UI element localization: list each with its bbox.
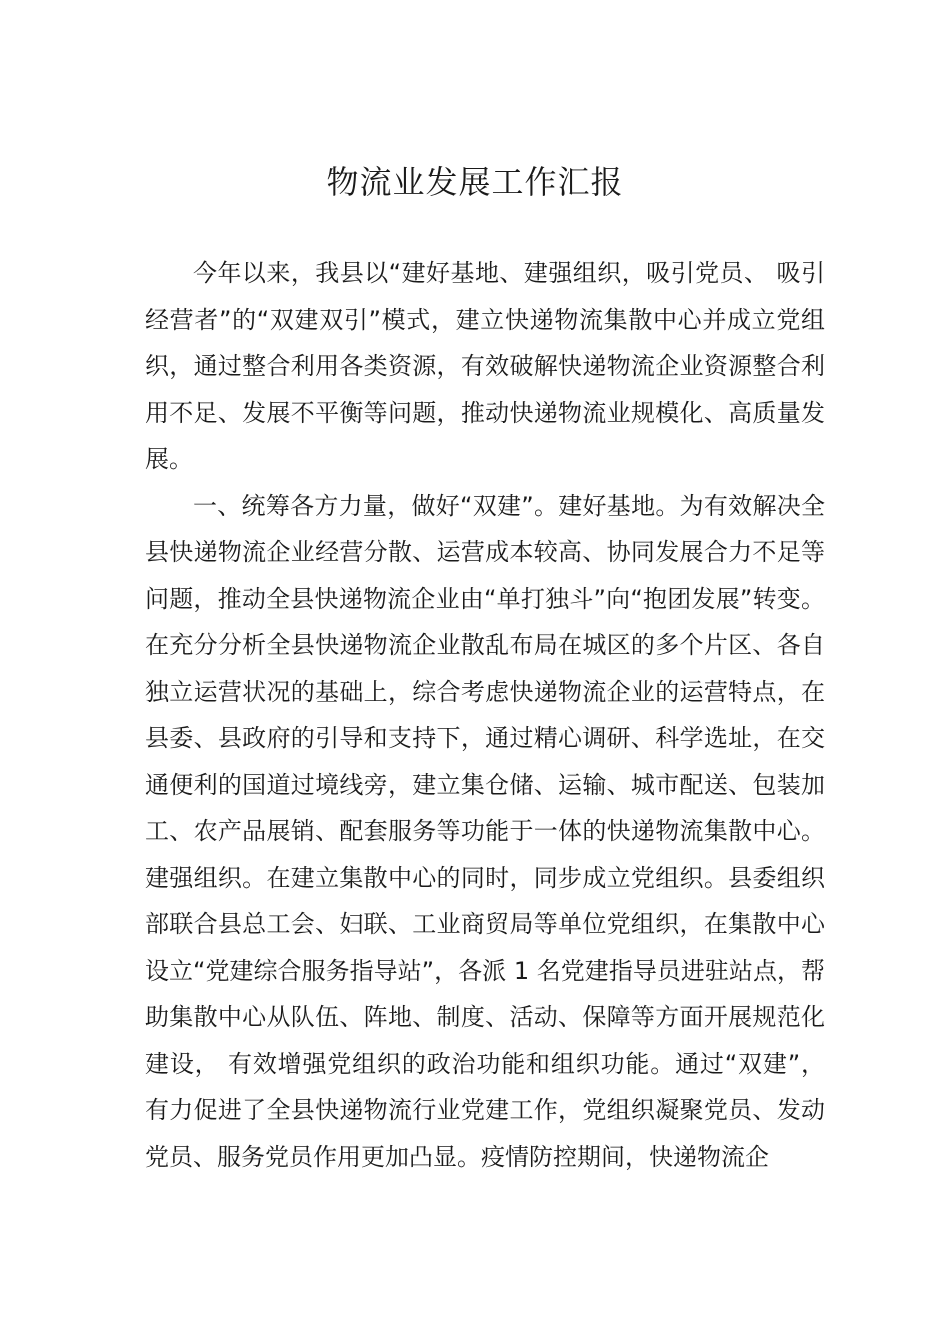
document-title: 物流业发展工作汇报 [326, 163, 624, 201]
document-body [145, 250, 825, 1180]
paragraph-intro: 今年以来，我县以“建好基地、建强组织，吸引党员、 吸引经营者”的“双建双引”模式，建立快递物流集散中心并成立党组织，通过整合利用各类资源，有效破解快递物流企业资源整合利用不足、发展不平衡等问题，推动快递物流业规模化、高质量发展。 [145, 259, 825, 473]
paragraph-section-one: 一、统筹各方力量，做好“双建”。建好基地。为有效解决全县快递物流企业经营分散、运营成本较高、协同发展合力不足等问题，推动全县快递物流企业由“单打独斗”向“抱团发展”转变。在充分分析全县快递物流企业散乱布局在城区的多个片区、各自独立运营状况的基础上，综合考虑快递物流企业的运营特点，在县委、县政府的引导和支持下，通过精心调研、科学选址，在交通便利的国道过境线旁，建立集仓储、运输、城市配送、包装加工、农产品展销、配套服务等功能于一体的快递物流集散中心。建强组织。在建立集散中心的同时，同步成立党组织。县委组织部联合县总工会、妇联、工业商贸局等单位党组织，在集散中心设立“党建综合服务指导站”，各派 1 名党建指导员进驻站点，帮助集散中心从队伍、阵地、制度、活动、保障等方面开展规范化建设， 有效增强党组织的政治功能和组织功能。通过“双建”，有力促进了全县快递物流行业党建工作，党组织凝聚党员、发动党员、服务党员作用更加凸显。疫情防控期间，快递物流企 [145, 491, 825, 1171]
